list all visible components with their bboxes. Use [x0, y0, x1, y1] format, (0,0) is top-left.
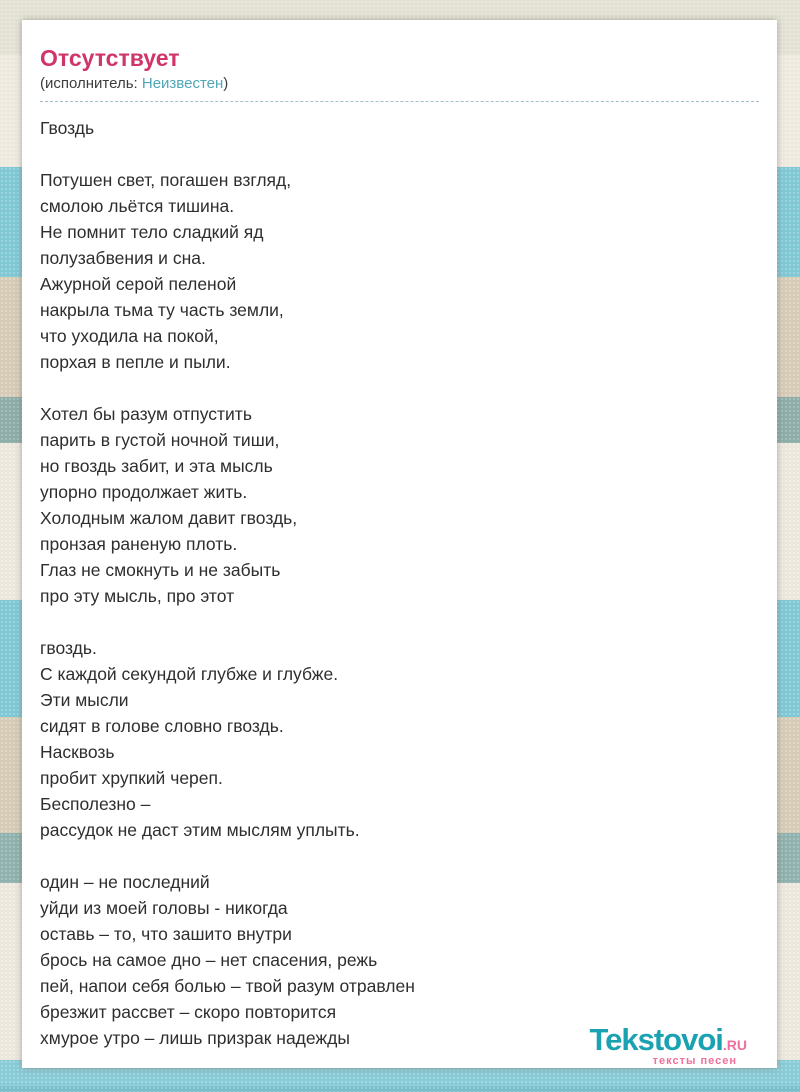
artist-link[interactable]: Неизвестен: [141, 74, 224, 92]
page-title: Отсутствует: [40, 45, 180, 71]
background-stripe: [0, 1086, 800, 1092]
song-title-line: Гвоздь: [40, 117, 95, 138]
site-logo-tld: .RU: [722, 1037, 747, 1053]
lyrics-stanza: гвоздь. С каждой секундой глубже и глубже. Эти мысли сидят в голове словно гвоздь. Насквозь пробит хрупкий череп. Бесполезно – рассудок не даст этим мыслям уплыть.: [40, 637, 360, 840]
artist-label-close: ): [223, 74, 229, 92]
artist-label: (исполнитель:: [40, 74, 142, 92]
site-logo-link[interactable]: [589, 1024, 747, 1067]
site-logo-text: Tekstovoi: [589, 1022, 723, 1057]
content-area: [22, 20, 777, 1051]
content-paper: [22, 20, 777, 1068]
lyrics-stanza: Хотел бы разум отпустить парить в густой ночной тиши, но гвоздь забит, и эта мысль упорно продолжает жить. Холодным жалом давит гвоздь, пронзая раненую плоть. Глаз не смокнуть и не забыть про эту мысль, про этот: [40, 403, 298, 606]
site-logo-wordmark: [589, 1024, 747, 1055]
lyrics-stanza: один – не последний уйди из моей головы - никогда оставь – то, что зашито внутри брось на самое дно – нет спасения, режь пей, напои себя болью – твой разум отравлен брезжит рассвет – скоро повторится хмурое утро – лишь призрак надежды: [40, 871, 415, 1048]
site-logo-tagline: тексты песен: [652, 1055, 737, 1067]
lyrics-block: [40, 115, 759, 1051]
lyrics-stanza: Потушен свет, погашен взгляд, смолою льётся тишина. Не помнит тело сладкий яд полузабвения и сна. Ажурной серой пеленой накрыла тьма ту часть земли, что уходила на покой, порхая в пепле и пыли.: [40, 169, 292, 372]
artist-line: [40, 75, 759, 102]
